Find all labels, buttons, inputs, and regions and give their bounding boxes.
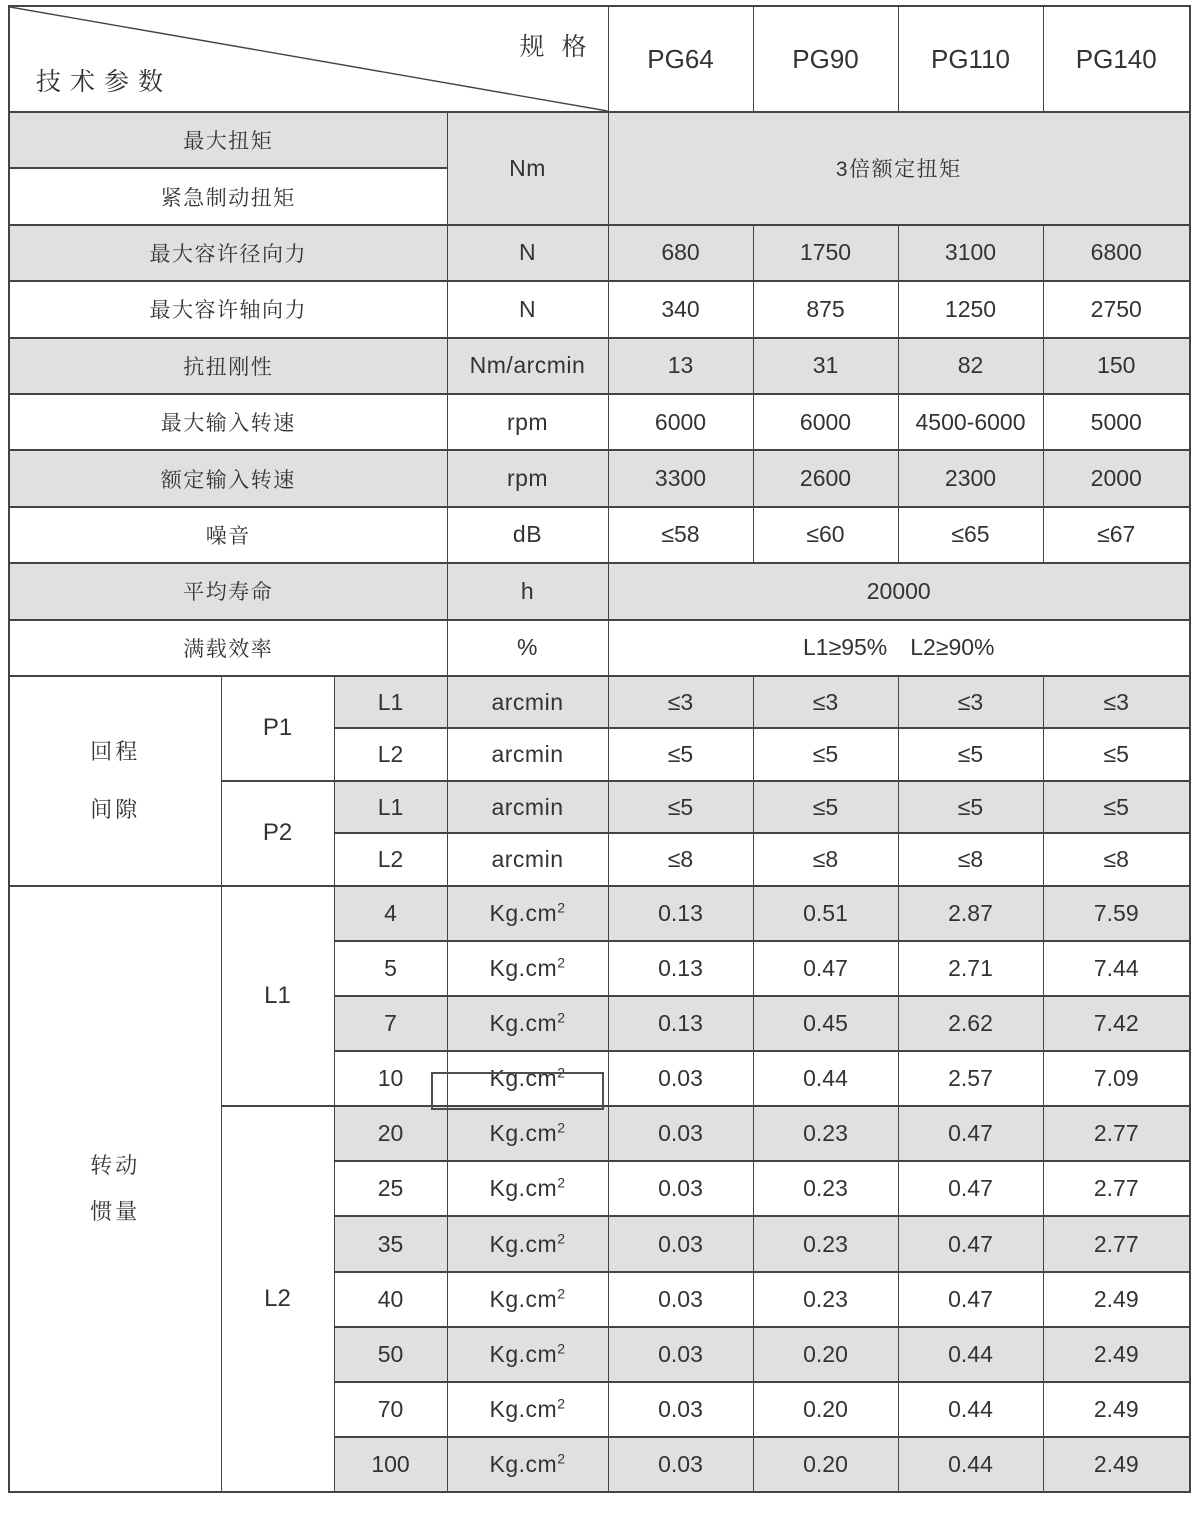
unit-base: Kg.cm xyxy=(489,1065,558,1092)
value-cell-pg90: ≤8 xyxy=(753,833,898,886)
value-cell-pg90: ≤3 xyxy=(753,676,898,729)
value-cell-pg90: ≤5 xyxy=(753,781,898,834)
unit-cell: N xyxy=(447,281,608,337)
row-label-max-input-speed: 最大输入转速 xyxy=(9,394,447,450)
value-cell-pg140: 7.09 xyxy=(1043,1051,1190,1106)
value-cell-pg64: 0.03 xyxy=(608,1272,753,1327)
unit-base: Kg.cm xyxy=(489,1395,558,1422)
value-cell-pg64: 3300 xyxy=(608,450,753,506)
group-label-p1: P1 xyxy=(221,676,334,781)
value-cell-pg110: ≤8 xyxy=(898,833,1043,886)
value-cell-pg64: ≤3 xyxy=(608,676,753,729)
section-label-backlash xyxy=(9,676,221,886)
value-cell-pg140: 2.49 xyxy=(1043,1272,1190,1327)
value-cell-pg64: ≤58 xyxy=(608,507,753,563)
value-cell-pg90: ≤5 xyxy=(753,728,898,781)
value-cell-pg110: 0.44 xyxy=(898,1327,1043,1382)
unit-cell-kgcm2 xyxy=(447,1327,608,1382)
level-cell: L1 xyxy=(334,676,447,729)
value-cell-pg140: 2.77 xyxy=(1043,1106,1190,1161)
unit-cell-torque: Nm xyxy=(447,112,608,225)
level-cell: L2 xyxy=(334,728,447,781)
value-cell-pg110: 0.47 xyxy=(898,1216,1043,1271)
value-cell-pg140: 2.49 xyxy=(1043,1437,1190,1492)
value-cell-pg140: 2750 xyxy=(1043,281,1190,337)
value-cell-pg140: ≤8 xyxy=(1043,833,1190,886)
column-header-pg110: PG110 xyxy=(898,6,1043,112)
row-label-full-load-efficiency: 满载效率 xyxy=(9,620,447,676)
value-cell-pg90: 6000 xyxy=(753,394,898,450)
value-cell-life-merged: 20000 xyxy=(608,563,1190,619)
value-cell-pg110: 2.71 xyxy=(898,941,1043,996)
value-cell-pg90: 31 xyxy=(753,338,898,394)
value-cell-pg90: 0.44 xyxy=(753,1051,898,1106)
value-cell-pg140: 2.49 xyxy=(1043,1382,1190,1437)
unit-cell: arcmin xyxy=(447,833,608,886)
value-cell-pg110: ≤65 xyxy=(898,507,1043,563)
unit-exponent: 2 xyxy=(557,1009,566,1026)
unit-exponent: 2 xyxy=(557,1395,566,1412)
section-label-line2: 间隙 xyxy=(90,796,141,822)
unit-cell: N xyxy=(447,225,608,281)
value-cell-pg140: ≤5 xyxy=(1043,781,1190,834)
value-cell-pg90: 2600 xyxy=(753,450,898,506)
value-cell-pg140: 6800 xyxy=(1043,225,1190,281)
unit-exponent: 2 xyxy=(557,1284,566,1301)
value-cell-pg64: 0.03 xyxy=(608,1161,753,1216)
value-cell-pg140: 7.59 xyxy=(1043,886,1190,941)
unit-cell-kgcm2 xyxy=(447,1437,608,1492)
value-cell-pg110: 3100 xyxy=(898,225,1043,281)
unit-cell-kgcm2 xyxy=(447,1382,608,1437)
row-label-radial-force: 最大容许径向力 xyxy=(9,225,447,281)
value-cell-pg140: 2.49 xyxy=(1043,1327,1190,1382)
unit-base: Kg.cm xyxy=(489,899,558,926)
value-cell-pg64: 680 xyxy=(608,225,753,281)
value-cell-pg110: 2300 xyxy=(898,450,1043,506)
value-cell-pg110: 4500-6000 xyxy=(898,394,1043,450)
value-cell-pg90: 0.20 xyxy=(753,1327,898,1382)
value-cell-pg64: 6000 xyxy=(608,394,753,450)
unit-base: Kg.cm xyxy=(489,1230,558,1257)
unit-cell: dB xyxy=(447,507,608,563)
value-cell-pg64: 340 xyxy=(608,281,753,337)
ratio-cell: 40 xyxy=(334,1272,447,1327)
ratio-cell: 35 xyxy=(334,1216,447,1271)
unit-cell: arcmin xyxy=(447,781,608,834)
value-cell-pg140: 150 xyxy=(1043,338,1190,394)
value-cell-pg90: 0.47 xyxy=(753,941,898,996)
column-header-pg140: PG140 xyxy=(1043,6,1190,112)
unit-cell: Nm/arcmin xyxy=(447,338,608,394)
value-cell-pg110: 2.62 xyxy=(898,996,1043,1051)
value-cell-pg64: 0.03 xyxy=(608,1327,753,1382)
ratio-cell: 70 xyxy=(334,1382,447,1437)
unit-exponent: 2 xyxy=(557,1119,566,1136)
value-cell-pg64: ≤5 xyxy=(608,781,753,834)
unit-cell: rpm xyxy=(447,450,608,506)
value-cell-pg64: 0.03 xyxy=(608,1106,753,1161)
ratio-cell: 7 xyxy=(334,996,447,1051)
column-header-pg90: PG90 xyxy=(753,6,898,112)
value-cell-pg64: ≤5 xyxy=(608,728,753,781)
value-cell-pg110: 0.44 xyxy=(898,1382,1043,1437)
row-label-torsional-stiffness: 抗扭刚性 xyxy=(9,338,447,394)
unit-cell: arcmin xyxy=(447,676,608,729)
unit-cell-kgcm2 xyxy=(447,1161,608,1216)
row-label-axial-force: 最大容许轴向力 xyxy=(9,281,447,337)
unit-exponent: 2 xyxy=(557,1229,566,1246)
value-cell-pg110: 2.57 xyxy=(898,1051,1043,1106)
ratio-cell: 50 xyxy=(334,1327,447,1382)
unit-exponent: 2 xyxy=(557,1450,566,1467)
value-cell-pg64: 0.03 xyxy=(608,1382,753,1437)
value-cell-pg140: 5000 xyxy=(1043,394,1190,450)
value-cell-pg140: 7.44 xyxy=(1043,941,1190,996)
value-cell-pg140: ≤5 xyxy=(1043,728,1190,781)
section-label-line1: 转动 xyxy=(90,1152,141,1178)
value-cell-pg64: 0.13 xyxy=(608,941,753,996)
value-cell-pg90: 0.51 xyxy=(753,886,898,941)
value-cell-pg110: 0.47 xyxy=(898,1272,1043,1327)
value-cell-pg90: 1750 xyxy=(753,225,898,281)
value-cell-pg90: 875 xyxy=(753,281,898,337)
unit-exponent: 2 xyxy=(557,954,566,971)
row-label-max-torque: 最大扭矩 xyxy=(9,112,447,168)
value-cell-pg140: 2.77 xyxy=(1043,1216,1190,1271)
value-cell-pg110: 0.47 xyxy=(898,1106,1043,1161)
group-label-l2: L2 xyxy=(221,1106,334,1492)
value-cell-pg140: 2.77 xyxy=(1043,1161,1190,1216)
unit-cell-kgcm2 xyxy=(447,886,608,941)
row-label-brake-torque: 紧急制动扭矩 xyxy=(9,168,447,224)
unit-base: Kg.cm xyxy=(489,1010,558,1037)
unit-cell: % xyxy=(447,620,608,676)
value-cell-pg140: 7.42 xyxy=(1043,996,1190,1051)
unit-base: Kg.cm xyxy=(489,1285,558,1312)
corner-label-parameters: 技术参数 xyxy=(36,68,173,96)
ratio-cell: 20 xyxy=(334,1106,447,1161)
value-cell-pg64: 13 xyxy=(608,338,753,394)
unit-cell-kgcm2 xyxy=(447,1106,608,1161)
value-cell-pg110: 0.44 xyxy=(898,1437,1043,1492)
unit-cell-kgcm2 xyxy=(447,1272,608,1327)
section-label-line1: 回程 xyxy=(90,738,141,764)
value-cell-pg90: 0.23 xyxy=(753,1272,898,1327)
unit-cell: rpm xyxy=(447,394,608,450)
value-cell-pg110: 82 xyxy=(898,338,1043,394)
value-cell-pg64: 0.03 xyxy=(608,1437,753,1492)
unit-base: Kg.cm xyxy=(489,1120,558,1147)
ratio-cell: 10 xyxy=(334,1051,447,1106)
row-label-rated-input-speed: 额定输入转速 xyxy=(9,450,447,506)
stray-annotation-rectangle xyxy=(431,1072,604,1110)
value-cell-efficiency-merged: L1≥95% L2≥90% xyxy=(608,620,1190,676)
value-cell-pg64: ≤8 xyxy=(608,833,753,886)
value-cell-pg110: 1250 xyxy=(898,281,1043,337)
unit-base: Kg.cm xyxy=(489,1340,558,1367)
level-cell: L1 xyxy=(334,781,447,834)
unit-exponent: 2 xyxy=(557,1064,566,1081)
value-cell-pg110: ≤3 xyxy=(898,676,1043,729)
section-label-inertia xyxy=(9,886,221,1492)
unit-cell: arcmin xyxy=(447,728,608,781)
unit-cell-kgcm2 xyxy=(447,996,608,1051)
group-label-p2: P2 xyxy=(221,781,334,886)
unit-exponent: 2 xyxy=(557,1340,566,1357)
group-label-l1: L1 xyxy=(221,886,334,1106)
ratio-cell: 25 xyxy=(334,1161,447,1216)
value-cell-pg110: ≤5 xyxy=(898,728,1043,781)
column-header-pg64: PG64 xyxy=(608,6,753,112)
value-cell-pg110: ≤5 xyxy=(898,781,1043,834)
value-cell-pg140: ≤3 xyxy=(1043,676,1190,729)
corner-header-cell xyxy=(9,6,608,112)
row-label-average-life: 平均寿命 xyxy=(9,563,447,619)
row-label-noise: 噪音 xyxy=(9,507,447,563)
section-label-line2: 惯量 xyxy=(90,1198,141,1224)
corner-label-spec: 规 格 xyxy=(519,33,592,61)
value-cell-pg90: 0.20 xyxy=(753,1437,898,1492)
value-cell-pg90: 0.23 xyxy=(753,1216,898,1271)
value-cell-pg110: 2.87 xyxy=(898,886,1043,941)
value-cell-pg90: 0.23 xyxy=(753,1161,898,1216)
technical-parameters-table xyxy=(8,5,1191,1493)
value-cell-pg90: 0.45 xyxy=(753,996,898,1051)
ratio-cell: 5 xyxy=(334,941,447,996)
value-cell-torque-merged: 3倍额定扭矩 xyxy=(608,112,1190,225)
unit-cell: h xyxy=(447,563,608,619)
value-cell-pg64: 0.13 xyxy=(608,886,753,941)
value-cell-pg90: 0.20 xyxy=(753,1382,898,1437)
value-cell-pg140: 2000 xyxy=(1043,450,1190,506)
value-cell-pg140: ≤67 xyxy=(1043,507,1190,563)
value-cell-pg90: 0.23 xyxy=(753,1106,898,1161)
value-cell-pg110: 0.47 xyxy=(898,1161,1043,1216)
value-cell-pg64: 0.03 xyxy=(608,1051,753,1106)
unit-exponent: 2 xyxy=(557,899,566,916)
unit-cell-kgcm2 xyxy=(447,941,608,996)
ratio-cell: 100 xyxy=(334,1437,447,1492)
unit-base: Kg.cm xyxy=(489,1450,558,1477)
unit-exponent: 2 xyxy=(557,1174,566,1191)
ratio-cell: 4 xyxy=(334,886,447,941)
value-cell-pg64: 0.13 xyxy=(608,996,753,1051)
value-cell-pg90: ≤60 xyxy=(753,507,898,563)
level-cell: L2 xyxy=(334,833,447,886)
unit-base: Kg.cm xyxy=(489,1175,558,1202)
value-cell-pg64: 0.03 xyxy=(608,1216,753,1271)
unit-base: Kg.cm xyxy=(489,955,558,982)
unit-cell-kgcm2 xyxy=(447,1216,608,1271)
